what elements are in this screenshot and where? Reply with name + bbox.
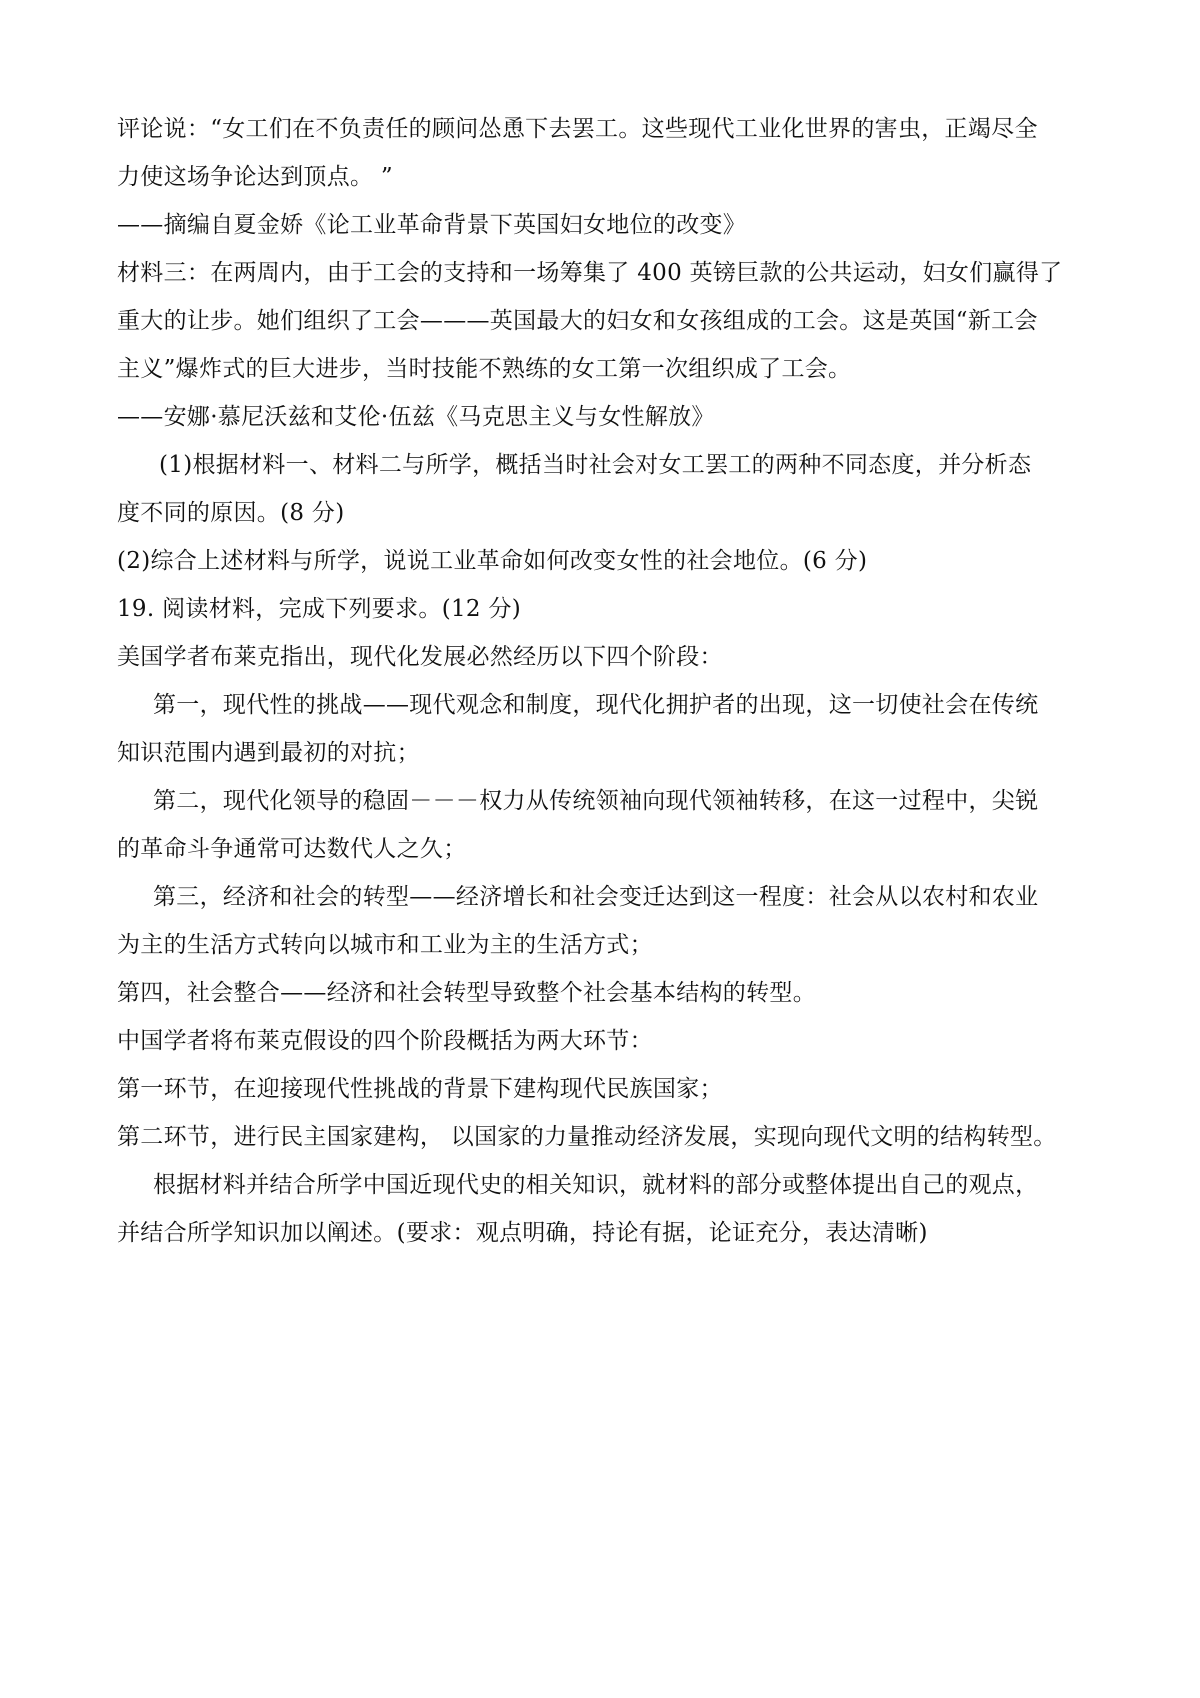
text-line: 中国学者将布莱克假设的四个阶段概括为两大环节： [117, 1028, 653, 1054]
text-line: 知识范围内遇到最初的对抗； [117, 740, 420, 766]
text-line: 评论说：“女工们在不负责任的顾问怂恿下去罢工。这些现代工业化世界的害虫，正竭尽全 [117, 116, 1038, 142]
document-page [117, 105, 1117, 1257]
question-heading: 19. 阅读材料，完成下列要求。(12 分) [117, 596, 522, 622]
text-line: 重大的让步。她们组织了工会———英国最大的妇女和女孩组成的工会。这是英国“新工会 [117, 308, 1038, 334]
text-line: 第一，现代性的挑战——现代观念和制度，现代化拥护者的出现，这一切使社会在传统 [153, 692, 1039, 718]
text-line: 第二环节，进行民主国家建构， 以国家的力量推动经济发展，实现向现代文明的结构转型。 [117, 1124, 1057, 1150]
text-line: 美国学者布莱克指出，现代化发展必然经历以下四个阶段： [117, 644, 723, 670]
source-citation: ——安娜·慕尼沃兹和艾伦·伍兹《马克思主义与女性解放》 [117, 404, 715, 430]
text-line: 主义”爆炸式的巨大进步，当时技能不熟练的女工第一次组织成了工会。 [117, 356, 852, 382]
text-line: 第三，经济和社会的转型——经济增长和社会变迁达到这一程度：社会从以农村和农业 [153, 884, 1039, 910]
question-line: 并结合所学知识加以阐述。(要求：观点明确，持论有据，论证充分，表达清晰) [117, 1220, 928, 1246]
text-line: 材料三：在两周内，由于工会的支持和一场筹集了 400 英镑巨款的公共运动，妇女们赢得了 [117, 260, 1063, 286]
text-line: 力使这场争论达到顶点。 ” [117, 164, 393, 190]
text-line: 第一环节，在迎接现代性挑战的背景下建构现代民族国家； [117, 1076, 723, 1102]
source-citation: ——摘编自夏金娇《论工业革命背景下英国妇女地位的改变》 [117, 212, 747, 238]
text-line: 为主的生活方式转向以城市和工业为主的生活方式； [117, 932, 653, 958]
question-line: (1)根据材料一、材料二与所学，概括当时社会对女工罢工的两种不同态度，并分析态 [159, 452, 1032, 478]
question-line: 根据材料并结合所学中国近现代史的相关知识，就材料的部分或整体提出自己的观点， [153, 1172, 1039, 1198]
text-line: 第四，社会整合——经济和社会转型导致整个社会基本结构的转型。 [117, 980, 816, 1006]
question-line: (2)综合上述材料与所学，说说工业革命如何改变女性的社会地位。(6 分) [117, 548, 868, 574]
question-line: 度不同的原因。(8 分) [117, 500, 345, 526]
text-line: 的革命斗争通常可达数代人之久； [117, 836, 467, 862]
text-line: 第二，现代化领导的稳固－－－权力从传统领袖向现代领袖转移，在这一过程中，尖锐 [153, 788, 1039, 814]
